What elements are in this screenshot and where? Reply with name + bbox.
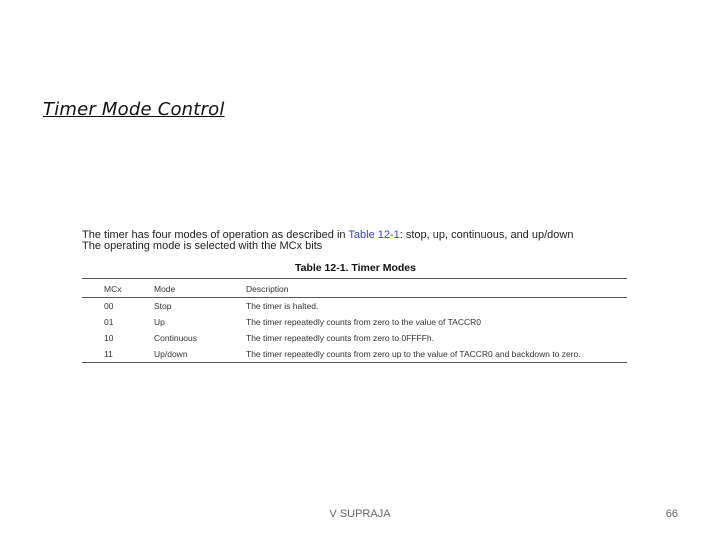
table-row xyxy=(82,298,627,315)
document-excerpt xyxy=(82,230,627,363)
table-row xyxy=(82,314,627,330)
intro-paragraph xyxy=(82,230,627,252)
cell-description: The timer repeatedly counts from zero up to the value of TACCR0 and backdown to zero. xyxy=(246,349,581,359)
cell-mode: Stop xyxy=(154,301,172,311)
header-mode: Mode xyxy=(154,279,246,298)
intro-line-2: The operating mode is selected with the MCx bits xyxy=(82,240,323,252)
cell-mcx: 01 xyxy=(104,317,114,327)
timer-modes-table xyxy=(82,278,627,363)
intro-text-before-link: The timer has four modes of operation as described in xyxy=(82,229,349,241)
cell-mcx: 10 xyxy=(104,333,114,343)
table-row xyxy=(82,330,627,346)
cell-mode: Up xyxy=(154,317,165,327)
table-header-row xyxy=(82,279,627,298)
table-caption: Table 12-1. Timer Modes xyxy=(295,262,416,274)
footer-author: V SUPRAJA xyxy=(329,508,391,520)
page-number: 66 xyxy=(665,508,678,520)
intro-text-after-link: : stop, up, continuous, and up/down xyxy=(399,229,574,241)
cell-mode: Up/down xyxy=(154,349,188,359)
cell-description: The timer repeatedly counts from zero to 0FFFFh. xyxy=(246,333,435,343)
table-row xyxy=(82,346,627,363)
header-description: Description xyxy=(246,279,627,298)
table-reference-link[interactable]: Table 12-1 xyxy=(348,229,400,241)
cell-mcx: 11 xyxy=(104,349,113,359)
cell-description: The timer is halted. xyxy=(246,301,319,311)
slide-title: Timer Mode Control xyxy=(43,99,225,120)
cell-mcx: 00 xyxy=(104,301,114,311)
header-mcx: MCx xyxy=(82,279,154,298)
cell-description: The timer repeatedly counts from zero to the value of TACCR0 xyxy=(246,317,481,327)
cell-mode: Continuous xyxy=(154,333,198,343)
